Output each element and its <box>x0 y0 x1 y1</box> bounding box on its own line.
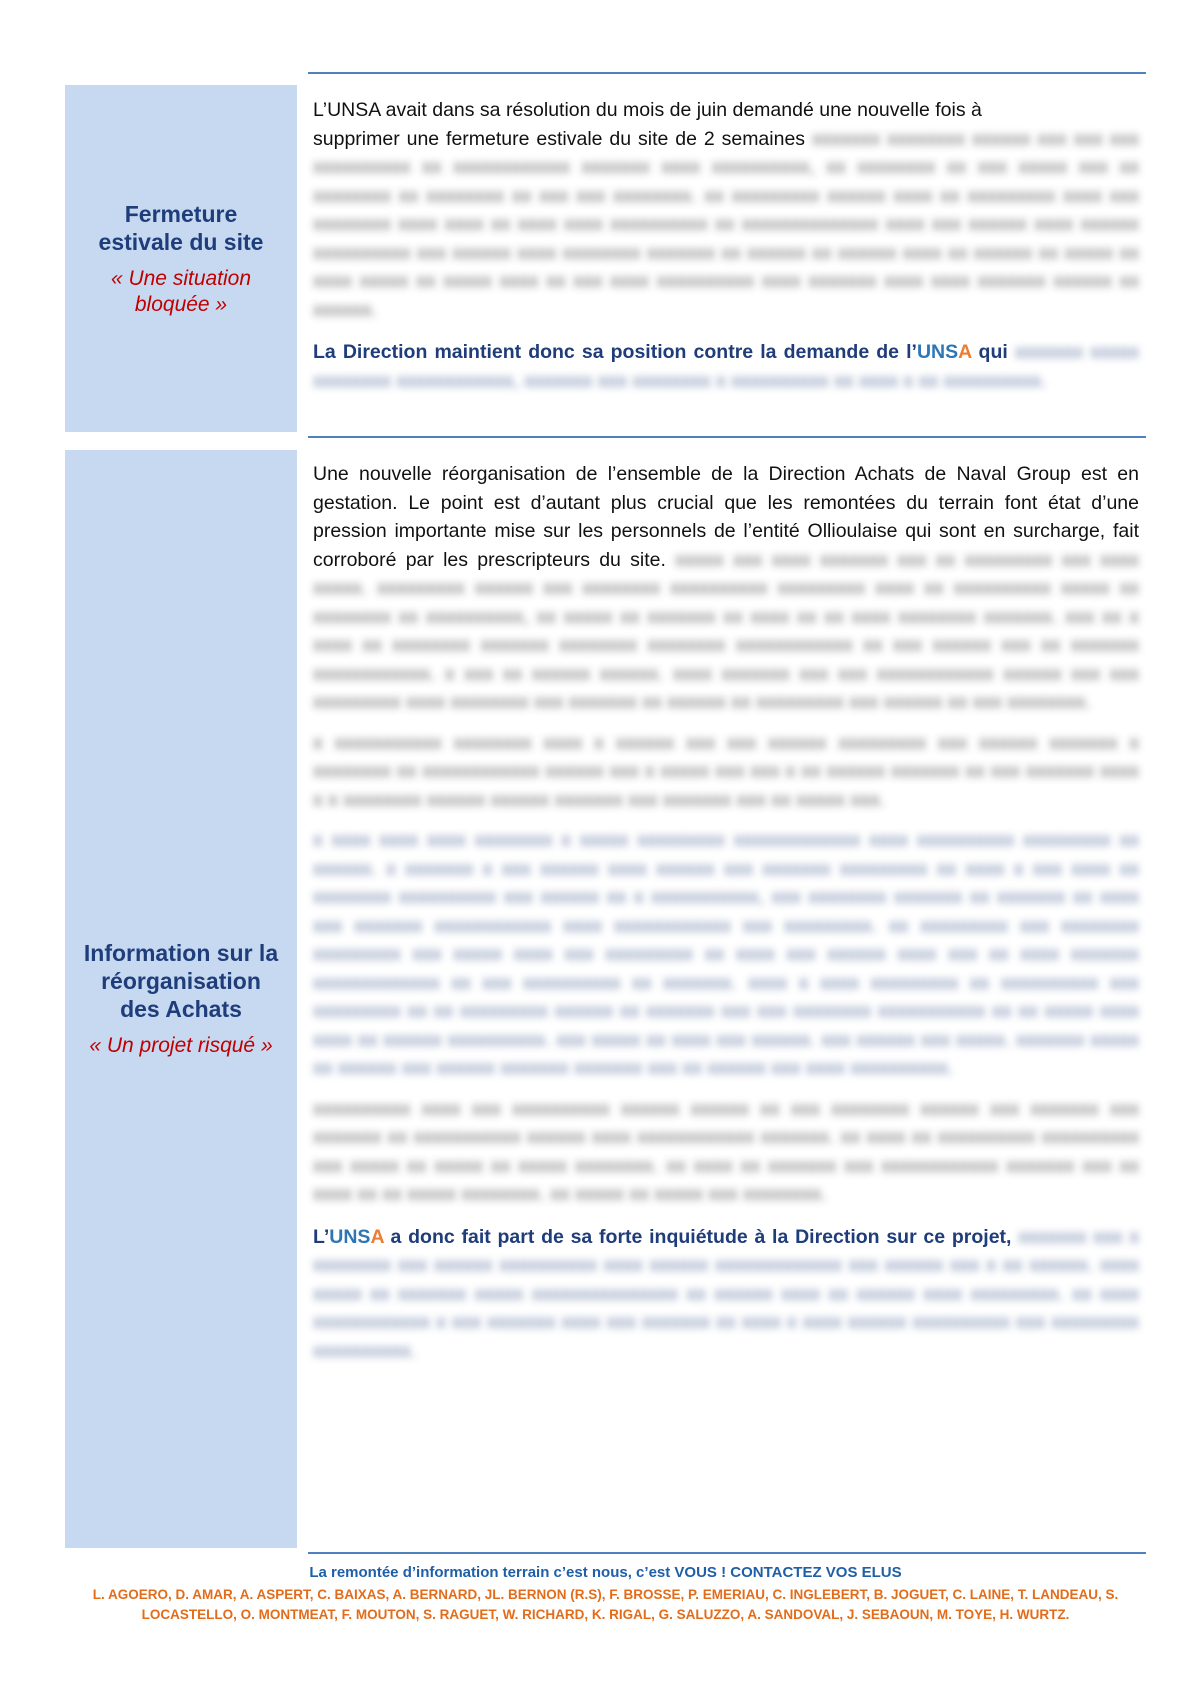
section1-p1-line1: L’UNSA avait dans sa résolution du mois de juin demandé une nouvelle fois à <box>313 99 982 121</box>
section2-title-line1: Information sur la <box>83 940 279 966</box>
section2-title <box>84 939 278 1023</box>
section2-sidebar <box>65 450 297 1548</box>
section1-paragraph-1 <box>313 96 1139 324</box>
unsa-logo-text-u: UNS <box>916 341 959 363</box>
footer-contact-line: La remontée d’information terrain c’est nous, c’est VOUS ! CONTACTEZ VOS ELUS <box>309 1564 902 1581</box>
footer-names-line2: LOCASTELLO, O. MONTMEAT, F. MOUTON, S. RAGUET, W. RICHARD, K. RIGAL, G. SALUZZO, A. SANDOVAL, J. SEBAOUN, M. TOYE, H. WURTZ. <box>141 1607 1070 1622</box>
footer-names-line1: L. AGOERO, D. AMAR, A. ASPERT, C. BAIXAS, A. BERNARD, JL. BERNON (R.S), F. BROSSE, P. EMERIAU, C. INGLEBERT, B. JOGUET, C. LAINE, T. LANDEAU, S. <box>92 1587 1119 1602</box>
section1-top-rule <box>308 72 1146 74</box>
section1-paragraph-2 <box>313 338 1139 395</box>
section1-subtitle <box>111 266 251 318</box>
section2-paragraph-last <box>313 1223 1139 1366</box>
section1-subtitle-line1: « Une situation <box>110 266 252 290</box>
section1-subtitle-line2: bloquée » <box>134 292 228 316</box>
redacted-text: xxxxx xxx xxxx xxxxxxx xxx xx xxxxxxxxx xxx xxxx xxxxx. xxxxxxxxx xxxxxx xxx xxxxxxxx xxxxxxxxxx xxxxxxxxx xxxx xx xxxxxxxxxx xxxxx xx xxxxxxxx xx xxxxxxxxxx, xx xxxxx xx xxxxxxx xx xxxx xx xx xxxx xxxxxxxx xxxxxxx. xxx xx x xxxx xx xxxxxxxx xxxxxxx xxxxxxxx xxxxxxxx xxxxxxxxxxxx xx xxx xxxxxx xxx xx xxxxxxx xxxxxxxxxxxx. x xxx xx xxxxxx xxxxxx. xxxx xxxxxxx xxx xxx xxxxxxxxxxxx xxxxxx xxx xxx xxxxxxxxx xxxx xxxxxxxx xxx xxxxxxx xx xxxxxx xx xxxxxxxxx xxx xxxxxx xx xxx xxxxxxxx. <box>313 548 1139 713</box>
section1-p1-line2: supprimer une fermeture estivale du site de 2 semaines <box>313 127 806 150</box>
unsa-logo-text-a: A <box>958 341 972 363</box>
section2-subtitle: « Un projet risqué » <box>89 1034 273 1057</box>
section1-title-line1: Fermeture <box>124 200 238 227</box>
redacted-text: xxxxxxx xxxxx xxxxxxxx xxxxxxxxxxxx, xxxxxxx xxx xxxxxxxx x xxxxxxxxxx xx xxxx x xx xxxxxxxxxx. <box>313 341 1139 392</box>
section2-last-prefix: L’ <box>313 1225 330 1248</box>
redacted-paragraph: xxxxxxxxxx xxxx xxx xxxxxxxxxx xxxxxx xxxxxx xx xxx xxxxxxxx xxxxxx xxx xxxxxxx xxx xxxxxxx xx xxxxxxxxxxx xxxxxx xxxx xxxxxxxxxxxx xxxxxxx. xx xxxx xx xxxxxxxxxx xxxxxxxxxx xxx xxxxx xx xxxxx xx xxxxx xxxxxxxx. xx xxxx xx xxxxxxx xxx xxxxxxxxxxxx xxxxxxx xxx xx xxxx xx xx xxxxx xxxxxxxx. xx xxxxx xx xxxxx xxx xxxxxxxx. <box>313 1097 1139 1205</box>
section2-content <box>313 460 1139 1377</box>
section2-paragraph-1 <box>313 460 1139 717</box>
section1-p2-prefix: La Direction maintient donc sa position contre la demande de l’ <box>313 341 917 363</box>
section2-title-line2: réorganisation <box>101 968 261 994</box>
section1-p2-suffix: qui <box>971 341 1008 363</box>
unsa-logo-text-a: A <box>370 1225 384 1248</box>
redacted-paragraph: x xxxxxxxxxxx xxxxxxxx xxxx x xxxxxx xxx xxx xxxxxx xxxxxxxxx xxx xxxxxx xxxxxxx x xxxxxxxx xx xxxxxxxxxxxx xxxxxx xxx x xxxxx xxx xxx x xx xxxxxx xxxxxxx xx xxx xxxxxxx xxxx x x xxxxxxxx xxxxxx xxxxxx xxxxxxx xxx xxxxxxx xxx xx xxxxx xxx. <box>313 731 1139 811</box>
redacted-text: xxxxxxx xxxxxxxx xxxxxx xxx xxx xxx xxxxxxxxxx xx xxxxxxxxxxxx xxxxxxx xxxx xxxxxxxxxx, xx xxxxxxxx xx xxx xxxxx xxx xx xxxxxxxx xx xxxxxxxx xx xxx xxx xxxxxxxx. xx xxxxxxxxx xxxxxx xxxx xx xxxxxxxxx xxxx xxx xxxxxxxx xxxx xxxx xx xxxx xxxx xxxxxxxxxx xx xxxxxxxxxxxxxx xxxx xxx xxxxxx xxxx xxxxxx xxxxxxxxxx xxx xxxxxx xxxx xxxxxxxx xxxxxxx xx xxxxxx xx xxxxxx xxxx xx xxxxxx xx xxxxx xx xxxx xxxxx xx xxxxx xxxx xx xxx xxxx xxxxxxxxxx xxxx xxxxxxx xxxx xxxx xxxxxxx xxxxxx xx xxxxxx. <box>313 127 1139 321</box>
section1-title-line2: estivale du site <box>98 228 264 255</box>
section2-title-line3: des Achats <box>120 996 242 1022</box>
redacted-paragraph: x xxxx xxxx xxxx xxxxxxxx x xxxxx xxxxxxxxx xxxxxxxxxxxxx xxxx xxxxxxxxxx xxxxxxxxx xx xxxxxx. x xxxxxxx x xxx xxxxxx xxxx xxxxxx xxx xxxxxxx xxxxxxxxx xx xxxx x xxx xxxx xx xxxxxxxx xxxxxxxxxx xxx xxxxxx xx x xxxxxxxxxxx, xxx xxxxxxxx xxxxxxx xx xxxxxxx xx xxxx xxx xxxxxxx xxxxxxxxxxxx xxxx xxxxxxxxxxxx xxx xxxxxxxxx. xx xxxxxxxxx xxx xxxxxxxx xxxxxxxxx xxx xxxxx xxxx xxx xxxxxxxxx xx xxxx xxx xxxxxx xxxx xxx xx xxxx xxxxxxx xxxxxxxxxxxxx xx xxx xxxxxxxxxx xx xxxxxxx. xxxx x xxxx xxxxxxxxx xx xxxxxxxxxx xxx xxxxxxxxx xx xx xxxxxxxxx xxxxxx xx xxxxxxx xxx xxx xxxxxxxx xxxxxxxxxxx xx xx xxxxx xxxx xxxx xx xxxxxx xxxxxxxxxx. xxx xxxxx xx xxxx xxx xxxxxx. xxx xxxxxx xxx xxxxx. xxxxxxx xxxxx xx xxxxxx xxx xxxxxx xxxxxxx xxxxxxx xxx xx xxxxxx xxx xxxx xxxxxxxxxx. <box>313 829 1139 1079</box>
section1-title <box>99 200 264 256</box>
section2-p1-text: Une nouvelle réorganisation de l’ensemble de la Direction Achats de Naval Group est en gestation. Le point est d’autant plus crucial que les remontées du terrain font état d’une pression importante mise sur les personnels de l’entité Ollioulaise qui sont en surcharge, fait corroboré par les prescripteurs du site. <box>313 463 1139 571</box>
footer-top-rule <box>308 1552 1146 1554</box>
unsa-logo-text-u: UNS <box>329 1225 371 1248</box>
section1-content <box>313 96 1139 407</box>
footer-elected-names <box>65 1585 1146 1625</box>
section1-sidebar <box>65 85 297 432</box>
section2-last-suffix: a donc fait part de sa forte inquiétude à la Direction sur ce projet, <box>383 1225 1012 1248</box>
section2-top-rule <box>308 436 1146 438</box>
redacted-text: xxxxxxx xxx x xxxxxxxx xxx xxxxxx xxxxxxxxxx xxxx xxxxxx xxxxxxxxxxxxx xxx xxxxxx xxx x xx xxxxxx. xxxx xxxxx xx xxxxxxx xxxxx xxxxxxxxxxxxxxx xx xxxxxx xxxx xx xxxxxx xxxx xxxxxxxxx. xx xxxx xxxxxxxxxxxx x xxx xxxxxxx xxxx xxx xxxxxxx xx xxxx x xxxx xxxxxx xxxxxxxxxx xxx xxxxxxxxx xxxxxxxxxx. <box>313 1225 1139 1362</box>
footer <box>65 1563 1146 1625</box>
